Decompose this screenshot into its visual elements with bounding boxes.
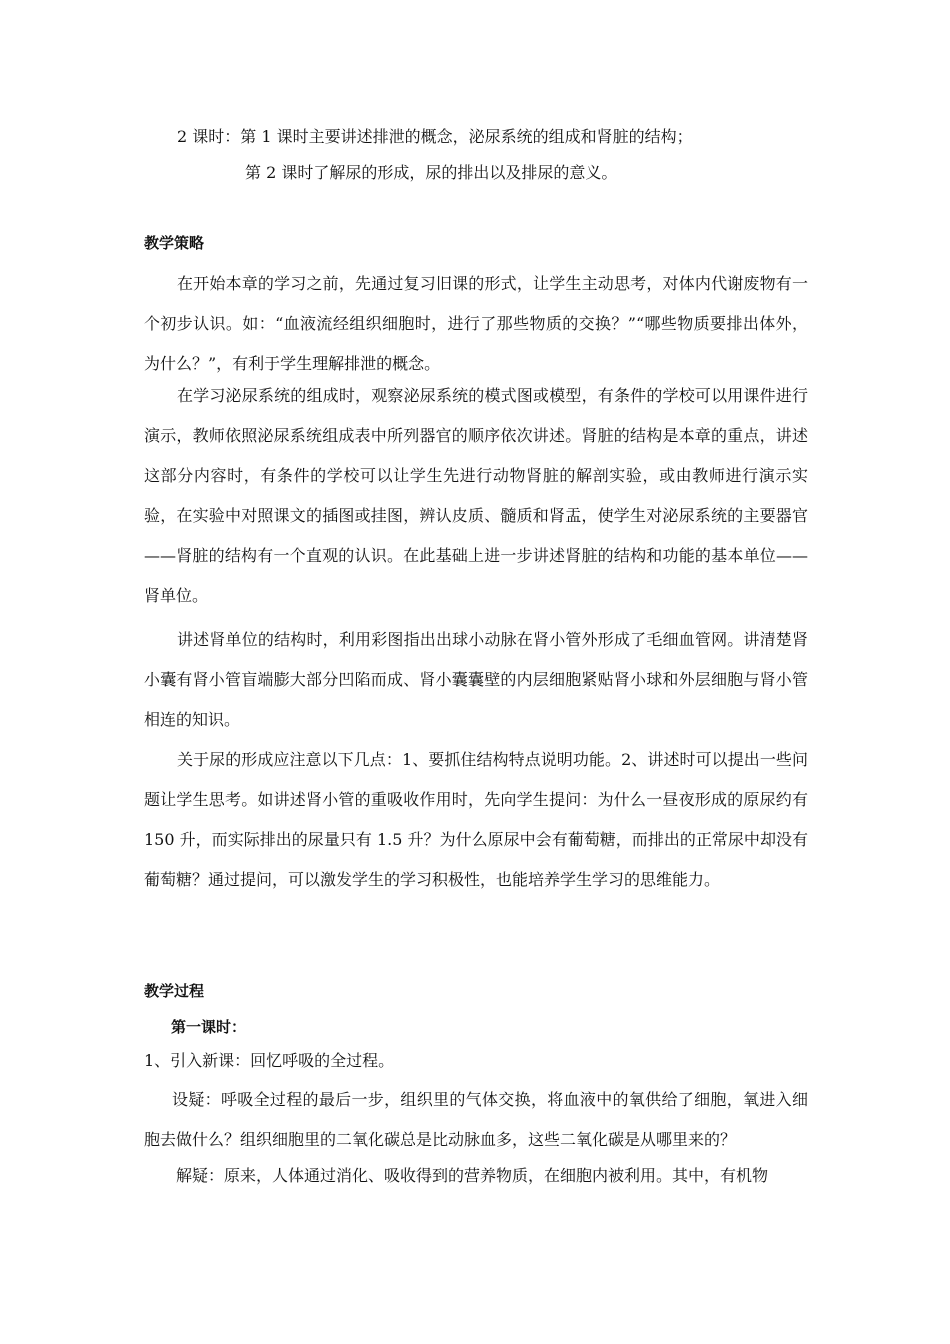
process-heading: 教学过程 xyxy=(144,982,205,1000)
process-step-1: 1、引入新课：回忆呼吸的全过程。 xyxy=(144,1051,395,1070)
schedule-line-2: 第 2 课时了解尿的形成，尿的排出以及排尿的意义。 xyxy=(245,163,618,182)
lesson-one-subheading: 第一课时： xyxy=(171,1018,247,1036)
answer-paragraph: 解疑：原来，人体通过消化、吸收得到的营养物质，在细胞内被利用。其中，有机物 xyxy=(176,1166,769,1185)
question-paragraph: 设疑：呼吸全过程的最后一步，组织里的气体交换，将血液中的氧供给了细胞，氧进入细胞去做什么？组织细胞里的二氧化碳总是比动脉血多，这些二氧化碳是从哪里来的？ xyxy=(144,1090,808,1149)
strategy-paragraph-4: 关于尿的形成应注意以下几点：1、要抓住结构特点说明功能。2、讲述时可以提出一些问题让学生思考。如讲述肾小管的重吸收作用时，先向学生提问：为什么一昼夜形成的原尿约有 150 升，而实际排出的尿量只有 1.5 升？为什么原尿中会有葡萄糖，而排出的正常尿中却没有葡萄糖？通过提问，可以激发学生的学习积极性，也能培养学生学习的思维能力。 xyxy=(144,750,808,889)
strategy-paragraph-1: 在开始本章的学习之前，先通过复习旧课的形式，让学生主动思考，对体内代谢废物有一个初步认识。如：“血液流经组织细胞时，进行了那些物质的交换？”“哪些物质要排出体外，为什么？”，有利于学生理解排泄的概念。 xyxy=(144,274,808,373)
strategy-heading: 教学策略 xyxy=(144,234,205,252)
strategy-paragraph-2: 在学习泌尿系统的组成时，观察泌尿系统的模式图或模型，有条件的学校可以用课件进行演示，教师依照泌尿系统组成表中所列器官的顺序依次讲述。肾脏的结构是本章的重点，讲述这部分内容时，有条件的学校可以让学生先进行动物肾脏的解剖实验，或由教师进行演示实验，在实验中对照课文的插图或挂图，辨认皮质、髓质和肾盂，使学生对泌尿系统的主要器官——肾脏的结构有一个直观的认识。在此基础上进一步讲述肾脏的结构和功能的基本单位——肾单位。 xyxy=(144,386,808,605)
strategy-paragraph-3: 讲述肾单位的结构时，利用彩图指出出球小动脉在肾小管外形成了毛细血管网。讲清楚肾小囊有肾小管盲端膨大部分凹陷而成、肾小囊囊壁的内层细胞紧贴肾小球和外层细胞与肾小管相连的知识。 xyxy=(144,630,808,729)
schedule-line-1: 2 课时：第 1 课时主要讲述排泄的概念，泌尿系统的组成和肾脏的结构； xyxy=(177,127,693,146)
